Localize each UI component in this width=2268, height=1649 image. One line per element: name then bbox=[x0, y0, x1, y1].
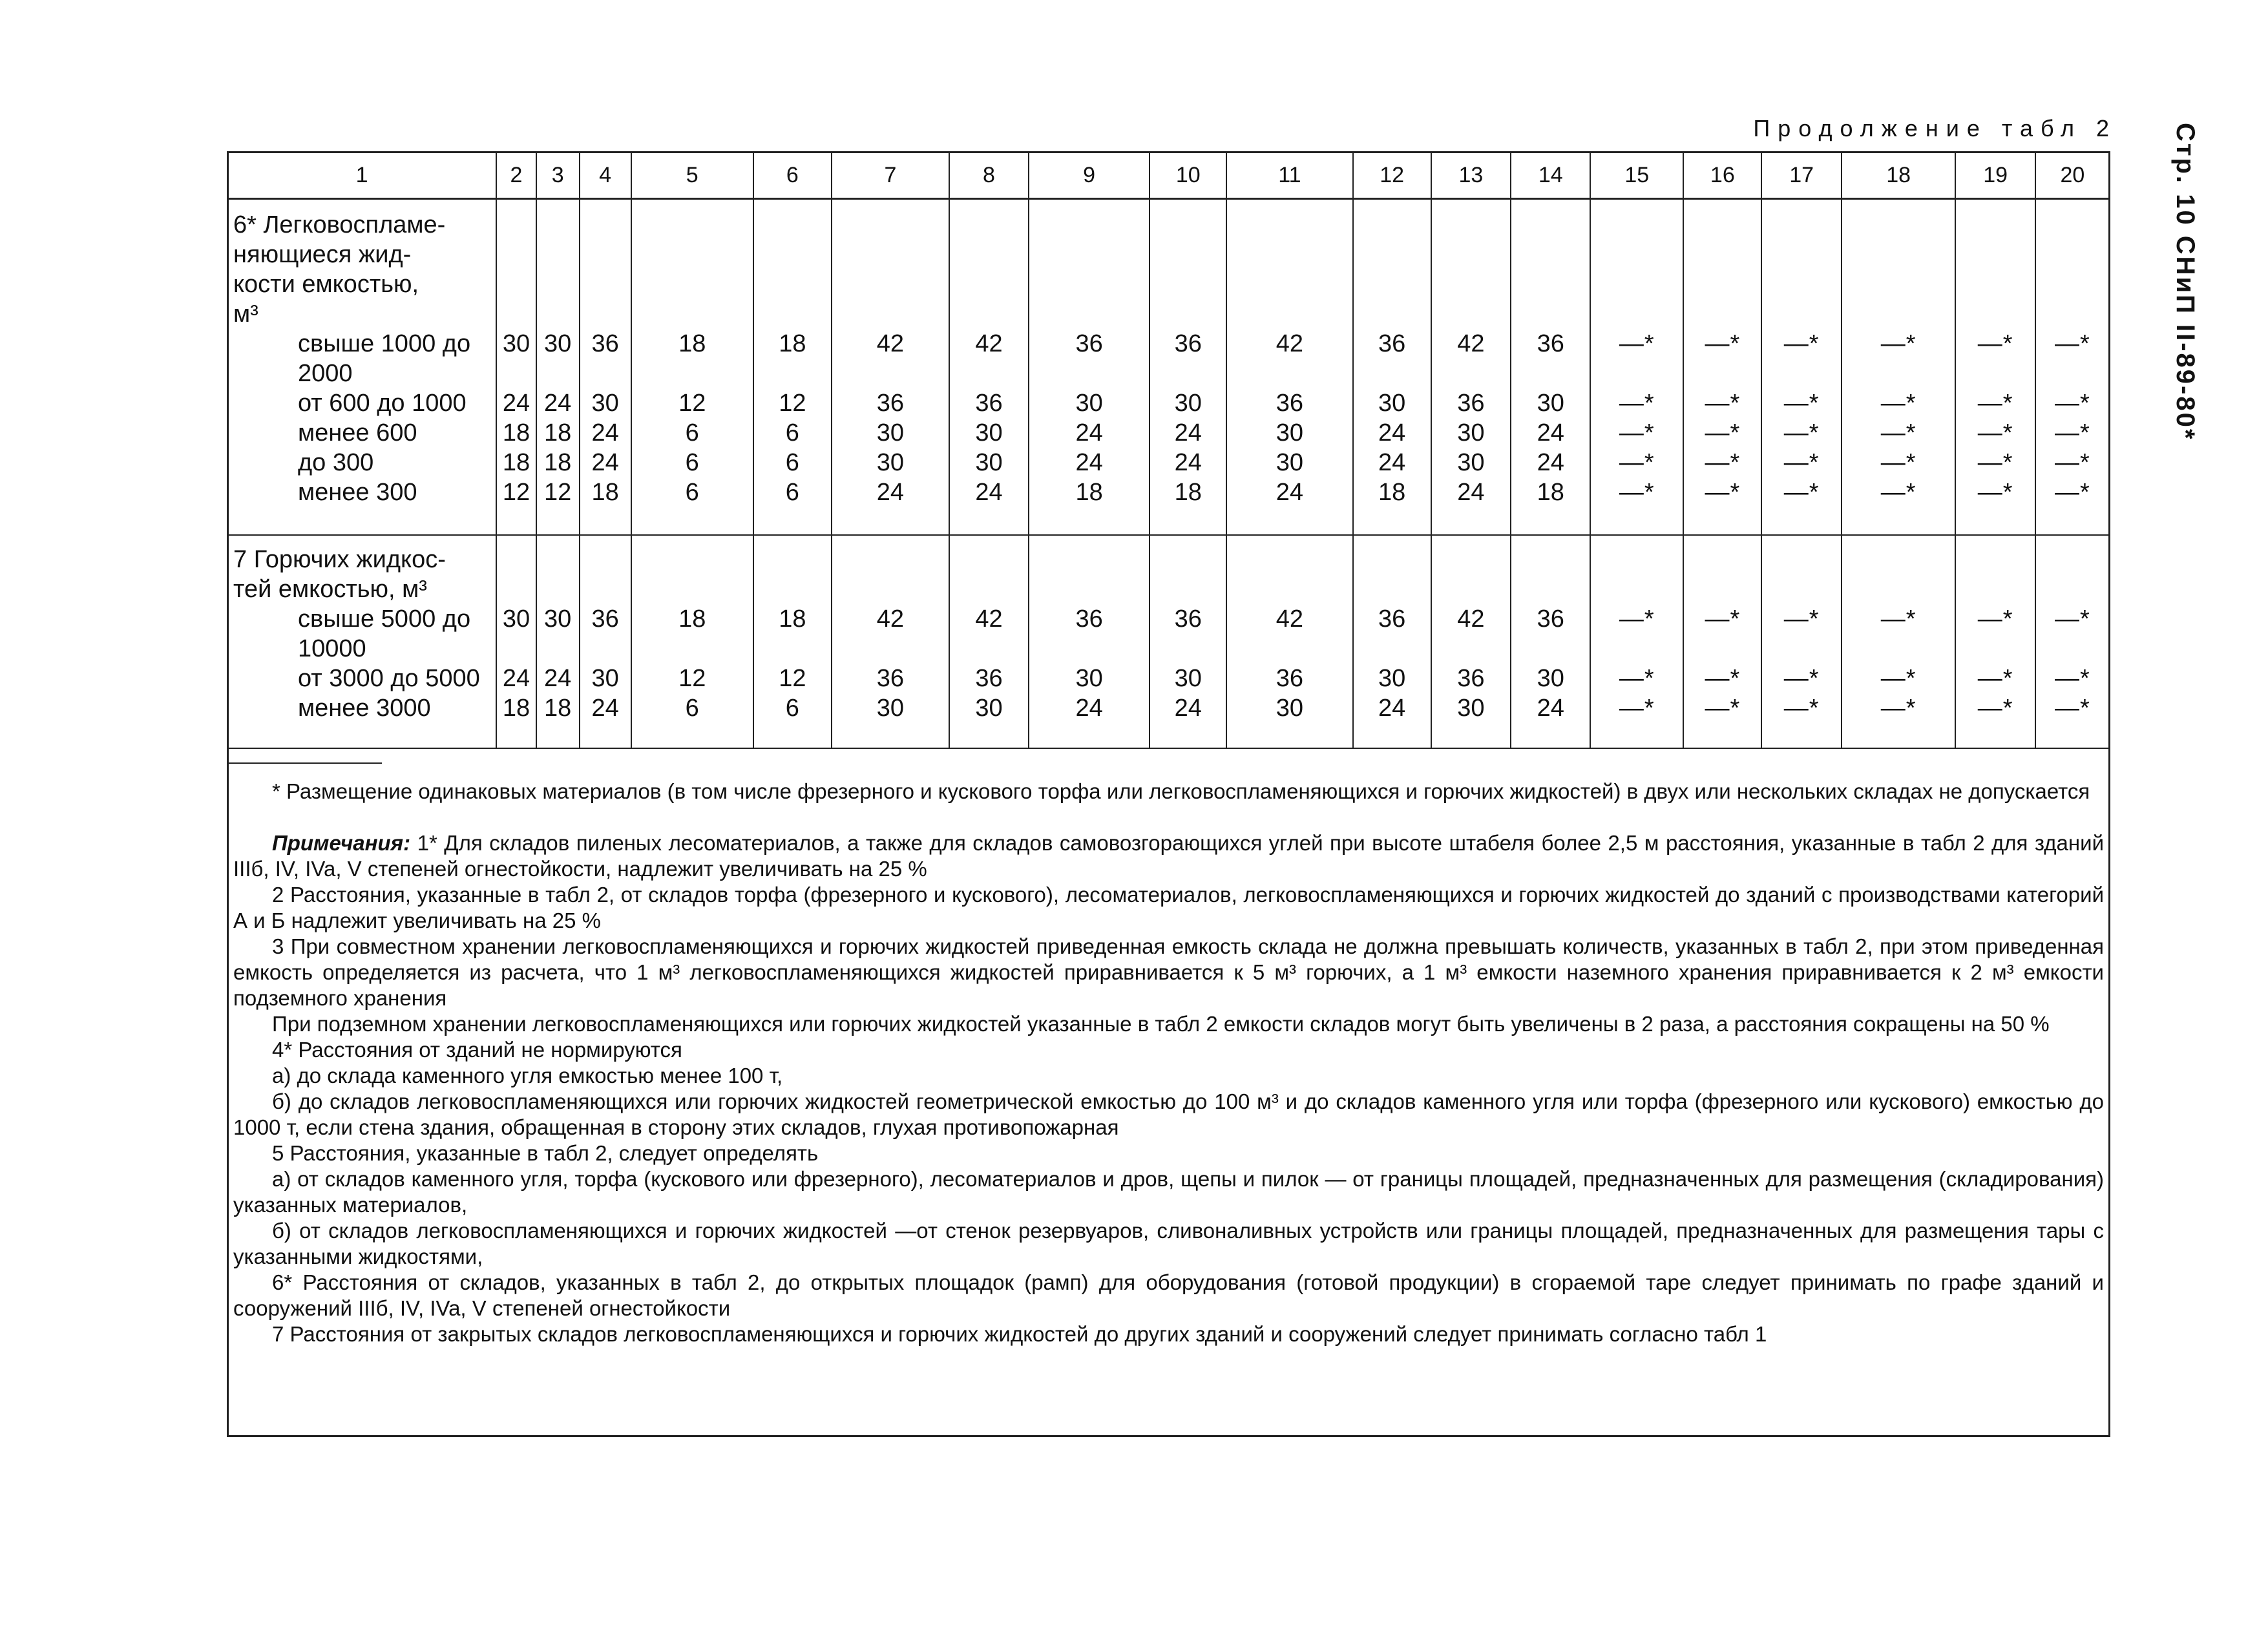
table-value: —* bbox=[1880, 664, 1916, 692]
table-value: 36 bbox=[1378, 605, 1406, 633]
table-value: 18 bbox=[544, 449, 572, 476]
table-value: —* bbox=[1783, 605, 1820, 633]
distances-table bbox=[227, 151, 2110, 749]
table-value: 6 bbox=[785, 419, 799, 446]
table-value: 30 bbox=[1537, 664, 1564, 692]
value-cell-col-10 bbox=[1150, 199, 1226, 535]
table-value: —* bbox=[1977, 694, 2013, 722]
note-2: 2 Расстояния, указанные в табл 2, от складов торфа (фрезерного и кускового), лесоматериалов, легковоспламеняющихся и горючих жидкостей до зданий с производствами категорий А и Б надлежит увеличивать на 25 % bbox=[233, 883, 2104, 932]
table-value: 6 bbox=[685, 694, 699, 722]
value-cell-col-11 bbox=[1226, 535, 1352, 748]
table-value: 24 bbox=[1537, 449, 1564, 476]
table-value: 30 bbox=[591, 390, 619, 417]
value-cell-col-5 bbox=[631, 535, 753, 748]
table-value: 36 bbox=[1537, 330, 1564, 357]
table-value: —* bbox=[1619, 694, 1655, 722]
column-header-11: 11 bbox=[1226, 152, 1352, 199]
value-cell-col-19 bbox=[1955, 199, 2035, 535]
table-value: —* bbox=[1705, 694, 1741, 722]
table-value: —* bbox=[1783, 390, 1820, 417]
table-value: 12 bbox=[502, 479, 530, 506]
table-value: 30 bbox=[1457, 449, 1485, 476]
table-value: 30 bbox=[1276, 449, 1304, 476]
table-value: 30 bbox=[502, 605, 530, 633]
value-cell-col-6 bbox=[753, 535, 832, 748]
table-value: 24 bbox=[1075, 419, 1103, 446]
footnote-text: * Размещение одинаковых материалов (в том числе фрезерного и кускового торфа или легковоспламеняющихся и горючих жидкостей) в двух или нескольких складах не допускается bbox=[272, 779, 2090, 803]
table-value: —* bbox=[1880, 605, 1916, 633]
footnote-divider bbox=[227, 762, 382, 764]
table-value: —* bbox=[1977, 449, 2013, 476]
table-value: —* bbox=[1705, 479, 1741, 506]
value-cell-col-17 bbox=[1761, 535, 1841, 748]
table-value: 42 bbox=[876, 605, 905, 633]
table-value: 36 bbox=[876, 664, 905, 692]
document-code-vertical: Стр. 10 СНиП II-89-80* bbox=[2171, 123, 2200, 441]
value-cell-col-6 bbox=[753, 199, 832, 535]
table-value: 12 bbox=[678, 390, 706, 417]
group-label-cell bbox=[227, 535, 496, 748]
table-value: 12 bbox=[544, 479, 572, 506]
value-cell-col-9 bbox=[1029, 535, 1150, 748]
table-value: 12 bbox=[779, 390, 806, 417]
table-value: 36 bbox=[1075, 330, 1103, 357]
table-value: 36 bbox=[1457, 664, 1485, 692]
column-header-12: 12 bbox=[1353, 152, 1431, 199]
table-value: —* bbox=[1977, 479, 2013, 506]
table-value: —* bbox=[1705, 419, 1741, 446]
table-value: —* bbox=[1705, 330, 1741, 357]
value-cell-col-19 bbox=[1955, 535, 2035, 748]
table-value: 30 bbox=[1174, 664, 1202, 692]
table-value: 36 bbox=[1378, 330, 1406, 357]
table-value: 24 bbox=[1537, 694, 1564, 722]
table-value: —* bbox=[1705, 390, 1741, 417]
table-value: —* bbox=[1880, 330, 1916, 357]
value-cell-col-8 bbox=[949, 535, 1029, 748]
note-6: 6* Расстояния от складов, указанных в табл 2, до открытых площадок (рамп) для оборудования (готовой продукции) в сгораемой таре следует принимать по графе зданий и сооружений IIIб, IV, IVa, V степеней огнестойкости bbox=[233, 1270, 2104, 1320]
table-value: —* bbox=[2054, 605, 2090, 633]
table-value: —* bbox=[1977, 419, 2013, 446]
table-value: 18 bbox=[678, 330, 706, 357]
value-cell-col-2 bbox=[496, 199, 536, 535]
note-5: 5 Расстояния, указанные в табл 2, следует определять bbox=[272, 1141, 819, 1165]
table-value: 18 bbox=[779, 605, 806, 633]
table-value: —* bbox=[1619, 419, 1655, 446]
value-cell-col-15 bbox=[1590, 535, 1683, 748]
value-cell-col-11 bbox=[1226, 199, 1352, 535]
table-value: —* bbox=[1705, 449, 1741, 476]
note-5b: б) от складов легковоспламеняющихся и горючих жидкостей —от стенок резервуаров, сливоналивных устройств или границы площадей, предназначенных для размещения тары с указанными жидкостями, bbox=[233, 1219, 2104, 1268]
row-label-line: менее 3000 bbox=[298, 694, 431, 722]
table-value: 24 bbox=[1174, 449, 1202, 476]
table-value: 18 bbox=[544, 694, 572, 722]
row-label-line: до 300 bbox=[298, 449, 374, 476]
table-value: 6 bbox=[685, 449, 699, 476]
note-4a: а) до склада каменного угля емкостью менее 100 т, bbox=[272, 1064, 783, 1087]
table-group-row bbox=[227, 535, 2110, 748]
table-value: 36 bbox=[591, 605, 619, 633]
value-cell-col-20 bbox=[2035, 535, 2110, 748]
table-value: 36 bbox=[876, 390, 905, 417]
column-header-17: 17 bbox=[1761, 152, 1841, 199]
table-value: —* bbox=[1619, 605, 1655, 633]
table-value: 30 bbox=[544, 330, 572, 357]
table-value: 30 bbox=[1457, 694, 1485, 722]
column-header-3: 3 bbox=[536, 152, 580, 199]
table-value: 30 bbox=[1075, 390, 1103, 417]
table-value: 24 bbox=[544, 664, 572, 692]
value-cell-col-12 bbox=[1353, 535, 1431, 748]
table-value: 42 bbox=[1457, 605, 1485, 633]
table-value: 24 bbox=[591, 419, 619, 446]
table-value: 24 bbox=[1174, 419, 1202, 446]
column-header-2: 2 bbox=[496, 152, 536, 199]
column-header-13: 13 bbox=[1431, 152, 1511, 199]
note-1-text: 1* Для складов пиленых лесоматериалов, а также для складов самовозгорающихся углей при высоте штабеля более 2,5 м расстояния, указанные в табл 2 для зданий IIIб, IV, IVa, V степеней огнестойкости, надлежит увеличивать на 25 % bbox=[233, 831, 2104, 881]
column-header-9: 9 bbox=[1029, 152, 1150, 199]
value-cell-col-16 bbox=[1683, 535, 1761, 748]
table-value: 18 bbox=[1378, 479, 1406, 506]
value-cell-col-4 bbox=[580, 535, 631, 748]
table-value: 36 bbox=[975, 664, 1003, 692]
column-header-19: 19 bbox=[1955, 152, 2035, 199]
table-value: 18 bbox=[502, 694, 530, 722]
table-value: —* bbox=[2054, 419, 2090, 446]
table-value: 24 bbox=[502, 390, 530, 417]
table-header-row bbox=[227, 152, 2110, 199]
table-value: —* bbox=[1619, 449, 1655, 476]
group-title-line: тей емкостью, м³ bbox=[233, 575, 427, 603]
table-value: 30 bbox=[1457, 419, 1485, 446]
table-value: 36 bbox=[591, 330, 619, 357]
table-value: 30 bbox=[1276, 694, 1304, 722]
table-continuation-label: Продолжение табл 2 bbox=[1753, 115, 2117, 142]
value-cell-col-18 bbox=[1842, 199, 1956, 535]
table-value: 18 bbox=[1174, 479, 1202, 506]
table-value: —* bbox=[2054, 694, 2090, 722]
note-3b: При подземном хранении легковоспламеняющихся или горючих жидкостей указанные в табл 2 емкости складов могут быть увеличены в 2 раза, а расстояния сокращены на 50 % bbox=[272, 1012, 2050, 1036]
table-value: —* bbox=[1783, 694, 1820, 722]
row-label-line: от 3000 до 5000 bbox=[298, 664, 480, 692]
column-header-16: 16 bbox=[1683, 152, 1761, 199]
table-value: —* bbox=[1619, 664, 1655, 692]
value-cell-col-3 bbox=[536, 199, 580, 535]
value-cell-col-14 bbox=[1511, 535, 1590, 748]
table-group-row bbox=[227, 199, 2110, 535]
table-value: 18 bbox=[678, 605, 706, 633]
value-cell-col-18 bbox=[1842, 535, 1956, 748]
table-value: —* bbox=[1783, 330, 1820, 357]
row-label-line: менее 300 bbox=[298, 479, 417, 506]
table-value: —* bbox=[1977, 330, 2013, 357]
table-value: —* bbox=[1880, 390, 1916, 417]
value-cell-col-5 bbox=[631, 199, 753, 535]
table-value: 30 bbox=[876, 449, 905, 476]
table-value: 36 bbox=[1537, 605, 1564, 633]
table-value: 30 bbox=[876, 419, 905, 446]
table-value: 42 bbox=[1457, 330, 1485, 357]
column-header-5: 5 bbox=[631, 152, 753, 199]
table-value: 24 bbox=[591, 694, 619, 722]
table-value: 36 bbox=[1276, 664, 1304, 692]
column-header-6: 6 bbox=[753, 152, 832, 199]
note-4: 4* Расстояния от зданий не нормируются bbox=[272, 1038, 682, 1062]
row-label-line: свыше 1000 до bbox=[298, 330, 471, 357]
table-value: 30 bbox=[975, 419, 1003, 446]
value-cell-col-4 bbox=[580, 199, 631, 535]
row-label-line: от 600 до 1000 bbox=[298, 390, 467, 417]
table-value: 36 bbox=[1174, 330, 1202, 357]
table-value: 36 bbox=[1174, 605, 1202, 633]
group-title-line: няющиеся жид- bbox=[233, 241, 412, 268]
value-cell-col-9 bbox=[1029, 199, 1150, 535]
table-value: —* bbox=[1783, 449, 1820, 476]
column-header-8: 8 bbox=[949, 152, 1029, 199]
row-label-line: свыше 5000 до bbox=[298, 605, 471, 633]
group-title-line: м³ bbox=[233, 300, 258, 328]
table-value: 42 bbox=[876, 330, 905, 357]
table-value: —* bbox=[1783, 419, 1820, 446]
table-value: 30 bbox=[975, 694, 1003, 722]
column-header-15: 15 bbox=[1590, 152, 1683, 199]
table-value: 6 bbox=[785, 694, 799, 722]
group-title-line: кости емкостью, bbox=[233, 271, 419, 298]
table-value: 30 bbox=[1174, 390, 1202, 417]
table-value: 30 bbox=[1537, 390, 1564, 417]
table-value: —* bbox=[1880, 694, 1916, 722]
table-value: 24 bbox=[1537, 419, 1564, 446]
table-value: 18 bbox=[591, 479, 619, 506]
table-value: 30 bbox=[544, 605, 572, 633]
row-label-line: менее 600 bbox=[298, 419, 417, 446]
column-header-14: 14 bbox=[1511, 152, 1590, 199]
note-7: 7 Расстояния от закрытых складов легковоспламеняющихся и горючих жидкостей до других зданий и сооружений следует принимать согласно табл 1 bbox=[272, 1322, 1767, 1346]
table-value: —* bbox=[1977, 605, 2013, 633]
table-value: 24 bbox=[1378, 419, 1406, 446]
table-value: —* bbox=[1705, 605, 1741, 633]
table-value: 24 bbox=[502, 664, 530, 692]
value-cell-col-3 bbox=[536, 535, 580, 748]
value-cell-col-20 bbox=[2035, 199, 2110, 535]
table-value: —* bbox=[1705, 664, 1741, 692]
table-value: —* bbox=[1977, 390, 2013, 417]
table-value: 30 bbox=[502, 330, 530, 357]
group-title-line: 7 Горючих жидкос- bbox=[233, 545, 446, 573]
table-value: —* bbox=[2054, 479, 2090, 506]
table-value: —* bbox=[1619, 479, 1655, 506]
value-cell-col-10 bbox=[1150, 535, 1226, 748]
column-header-10: 10 bbox=[1150, 152, 1226, 199]
table-value: 24 bbox=[544, 390, 572, 417]
value-cell-col-16 bbox=[1683, 199, 1761, 535]
value-cell-col-15 bbox=[1590, 199, 1683, 535]
table-value: 24 bbox=[1075, 694, 1103, 722]
row-label-line: 2000 bbox=[298, 360, 353, 387]
table-value: —* bbox=[2054, 390, 2090, 417]
column-header-18: 18 bbox=[1842, 152, 1956, 199]
value-cell-col-7 bbox=[832, 199, 949, 535]
table-value: 24 bbox=[1457, 479, 1485, 506]
table-value: —* bbox=[1619, 390, 1655, 417]
table-value: 42 bbox=[975, 330, 1003, 357]
column-header-20: 20 bbox=[2035, 152, 2110, 199]
table-value: 30 bbox=[1075, 664, 1103, 692]
table-value: 24 bbox=[1174, 694, 1202, 722]
table-value: —* bbox=[2054, 330, 2090, 357]
table-value: 30 bbox=[876, 694, 905, 722]
table-value: 18 bbox=[544, 419, 572, 446]
notes-heading: Примечания: bbox=[272, 831, 411, 855]
note-4b: б) до складов легковоспламеняющихся или горючих жидкостей геометрической емкостью до 100 м³ и до складов каменного угля или торфа (фрезерного или кускового) емкостью до 1000 т, если стена здания, обращенная в сторону этих складов, глухая противопожарная bbox=[233, 1089, 2104, 1139]
table-value: 6 bbox=[685, 479, 699, 506]
table-value: —* bbox=[1783, 664, 1820, 692]
table-value: 18 bbox=[779, 330, 806, 357]
table-value: 24 bbox=[1378, 694, 1406, 722]
table-value: 18 bbox=[502, 449, 530, 476]
value-cell-col-14 bbox=[1511, 199, 1590, 535]
group-label-cell bbox=[227, 199, 496, 535]
table-value: —* bbox=[1619, 330, 1655, 357]
table-value: —* bbox=[2054, 664, 2090, 692]
table-value: 24 bbox=[1075, 449, 1103, 476]
table-value: 24 bbox=[1276, 479, 1304, 506]
table-value: 18 bbox=[502, 419, 530, 446]
table-value: 18 bbox=[1075, 479, 1103, 506]
table-value: —* bbox=[1880, 449, 1916, 476]
table-value: 30 bbox=[975, 449, 1003, 476]
table-value: 12 bbox=[779, 664, 806, 692]
note-3: 3 При совместном хранении легковоспламеняющихся и горючих жидкостей приведенная емкость склада не должна превышать количеств, указанных в табл 2, при этом приведенная емкость определяется из расчета, что 1 м³ легковоспламеняющихся жидкостей приравнивается к 5 м³ горючих, а 1 м³ емкости наземного хранения приравнивается к 2 м³ емкости подземного хранения bbox=[233, 934, 2104, 1010]
value-cell-col-13 bbox=[1431, 199, 1511, 535]
value-cell-col-2 bbox=[496, 535, 536, 748]
table-value: 30 bbox=[591, 664, 619, 692]
note-1 bbox=[233, 830, 2104, 882]
table-value: —* bbox=[2054, 449, 2090, 476]
table-value: 6 bbox=[785, 479, 799, 506]
table-value: 30 bbox=[1276, 419, 1304, 446]
table-value: 24 bbox=[591, 449, 619, 476]
table-value: 18 bbox=[1537, 479, 1564, 506]
table-value: 36 bbox=[975, 390, 1003, 417]
table-value: —* bbox=[1880, 419, 1916, 446]
column-header-7: 7 bbox=[832, 152, 949, 199]
table-value: 42 bbox=[975, 605, 1003, 633]
table-value: 36 bbox=[1457, 390, 1485, 417]
table-value: 24 bbox=[975, 479, 1003, 506]
table-value: 36 bbox=[1276, 390, 1304, 417]
value-cell-col-13 bbox=[1431, 535, 1511, 748]
notes-section bbox=[233, 779, 2104, 1347]
table-value: 30 bbox=[1378, 390, 1406, 417]
group-title-line: 6* Легковоспламе- bbox=[233, 211, 446, 238]
row-label-line: 10000 bbox=[298, 635, 366, 662]
table-value: 42 bbox=[1276, 605, 1304, 633]
table-value: 24 bbox=[876, 479, 905, 506]
column-header-4: 4 bbox=[580, 152, 631, 199]
column-header-1: 1 bbox=[227, 152, 496, 199]
table-value: 36 bbox=[1075, 605, 1103, 633]
table-value: 24 bbox=[1378, 449, 1406, 476]
table-value: 6 bbox=[685, 419, 699, 446]
table-value: 6 bbox=[785, 449, 799, 476]
table-value: 30 bbox=[1378, 664, 1406, 692]
table-value: 42 bbox=[1276, 330, 1304, 357]
value-cell-col-8 bbox=[949, 199, 1029, 535]
value-cell-col-17 bbox=[1761, 199, 1841, 535]
table-value: —* bbox=[1783, 479, 1820, 506]
note-5a: а) от складов каменного угля, торфа (кускового или фрезерного), лесоматериалов и дров, щепы и пилок — от границы площадей, предназначенных для размещения (складирования) указанных материалов, bbox=[233, 1167, 2104, 1217]
value-cell-col-7 bbox=[832, 535, 949, 748]
table-value: 12 bbox=[678, 664, 706, 692]
value-cell-col-12 bbox=[1353, 199, 1431, 535]
table-value: —* bbox=[1880, 479, 1916, 506]
table-value: —* bbox=[1977, 664, 2013, 692]
